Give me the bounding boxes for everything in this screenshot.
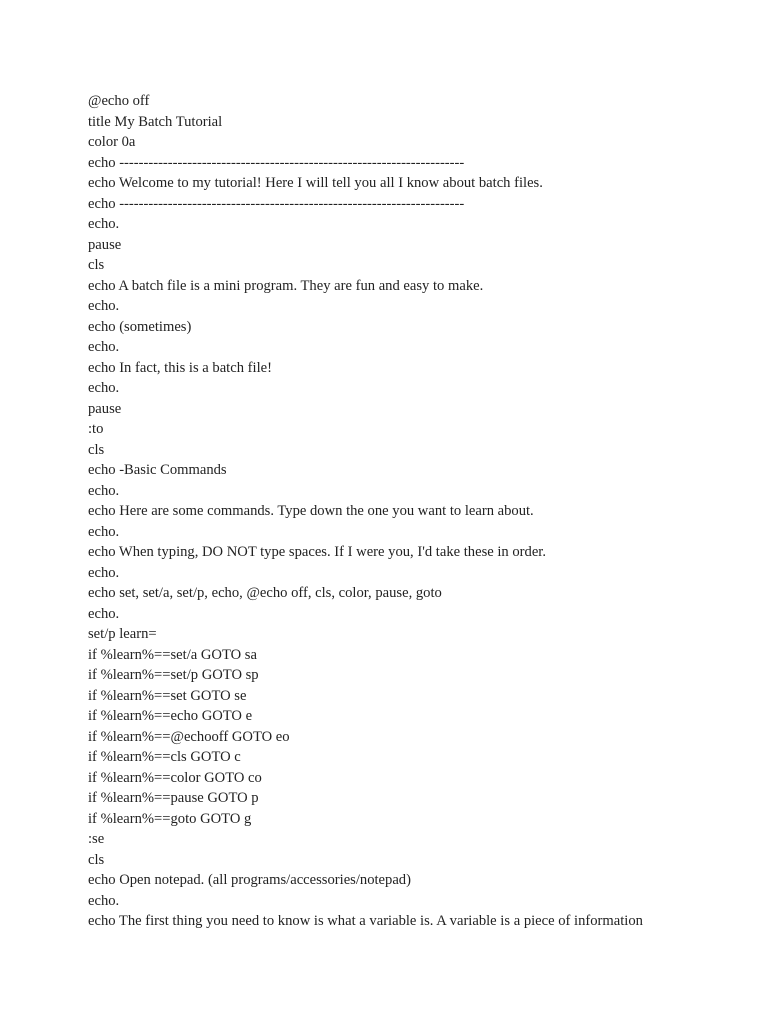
document-line: echo set, set/a, set/p, echo, @echo off, cls, color, pause, goto xyxy=(88,585,442,601)
document-line: echo. xyxy=(88,339,120,355)
document-line: cls xyxy=(88,441,105,458)
document-line: if %learn%==echo GOTO e xyxy=(88,708,253,724)
document-line: set/p learn= xyxy=(88,626,157,642)
document-line: pause xyxy=(88,400,122,417)
document-line: if %learn%==@echooff GOTO eo xyxy=(88,728,290,745)
document-line: echo -Basic Commands xyxy=(88,462,227,478)
document-line: echo The first thing you need to know is what a variable is. A variable is a piece of information xyxy=(88,913,643,929)
document-line: pause xyxy=(88,236,122,253)
document-line: if %learn%==color GOTO co xyxy=(88,769,262,786)
document-line: echo. xyxy=(88,298,120,314)
document-line: echo (sometimes) xyxy=(88,318,192,335)
document-line: color 0a xyxy=(88,134,136,150)
document-line: echo ----------------------------------------------------------------------- xyxy=(88,195,465,212)
document-line: :to xyxy=(88,421,104,437)
document-line: echo When typing, DO NOT type spaces. If I were you, I'd take these in order. xyxy=(88,544,547,560)
document-line: if %learn%==cls GOTO c xyxy=(88,749,241,765)
document-line: echo. xyxy=(88,605,120,622)
document-line: echo. xyxy=(88,380,120,396)
document-line: echo. xyxy=(88,482,120,499)
document-line: if %learn%==set/p GOTO sp xyxy=(88,667,259,683)
document-line: cls xyxy=(88,851,105,868)
document-line: echo. xyxy=(88,523,120,540)
document-line: echo. xyxy=(88,892,120,909)
document-line: echo Here are some commands. Type down the one you want to learn about. xyxy=(88,503,534,519)
document-line: echo. xyxy=(88,216,120,232)
document-line: :se xyxy=(88,831,105,847)
document-body xyxy=(88,91,748,932)
document-line: echo In fact, this is a batch file! xyxy=(88,359,272,376)
document-line: echo A batch file is a mini program. They are fun and easy to make. xyxy=(88,277,484,294)
document-line: echo ----------------------------------------------------------------------- xyxy=(88,154,465,171)
document-line: @echo off xyxy=(88,93,150,109)
document-line: if %learn%==goto GOTO g xyxy=(88,810,252,827)
document-line: if %learn%==set GOTO se xyxy=(88,687,247,704)
document-line: echo Open notepad. (all programs/accessories/notepad) xyxy=(88,872,411,888)
document-line: echo Welcome to my tutorial! Here I will tell you all I know about batch files. xyxy=(88,175,543,191)
document-line: if %learn%==pause GOTO p xyxy=(88,790,259,806)
document-line: echo. xyxy=(88,564,120,581)
document-line: cls xyxy=(88,257,105,273)
document-line: if %learn%==set/a GOTO sa xyxy=(88,646,257,663)
document-line: title My Batch Tutorial xyxy=(88,113,223,130)
